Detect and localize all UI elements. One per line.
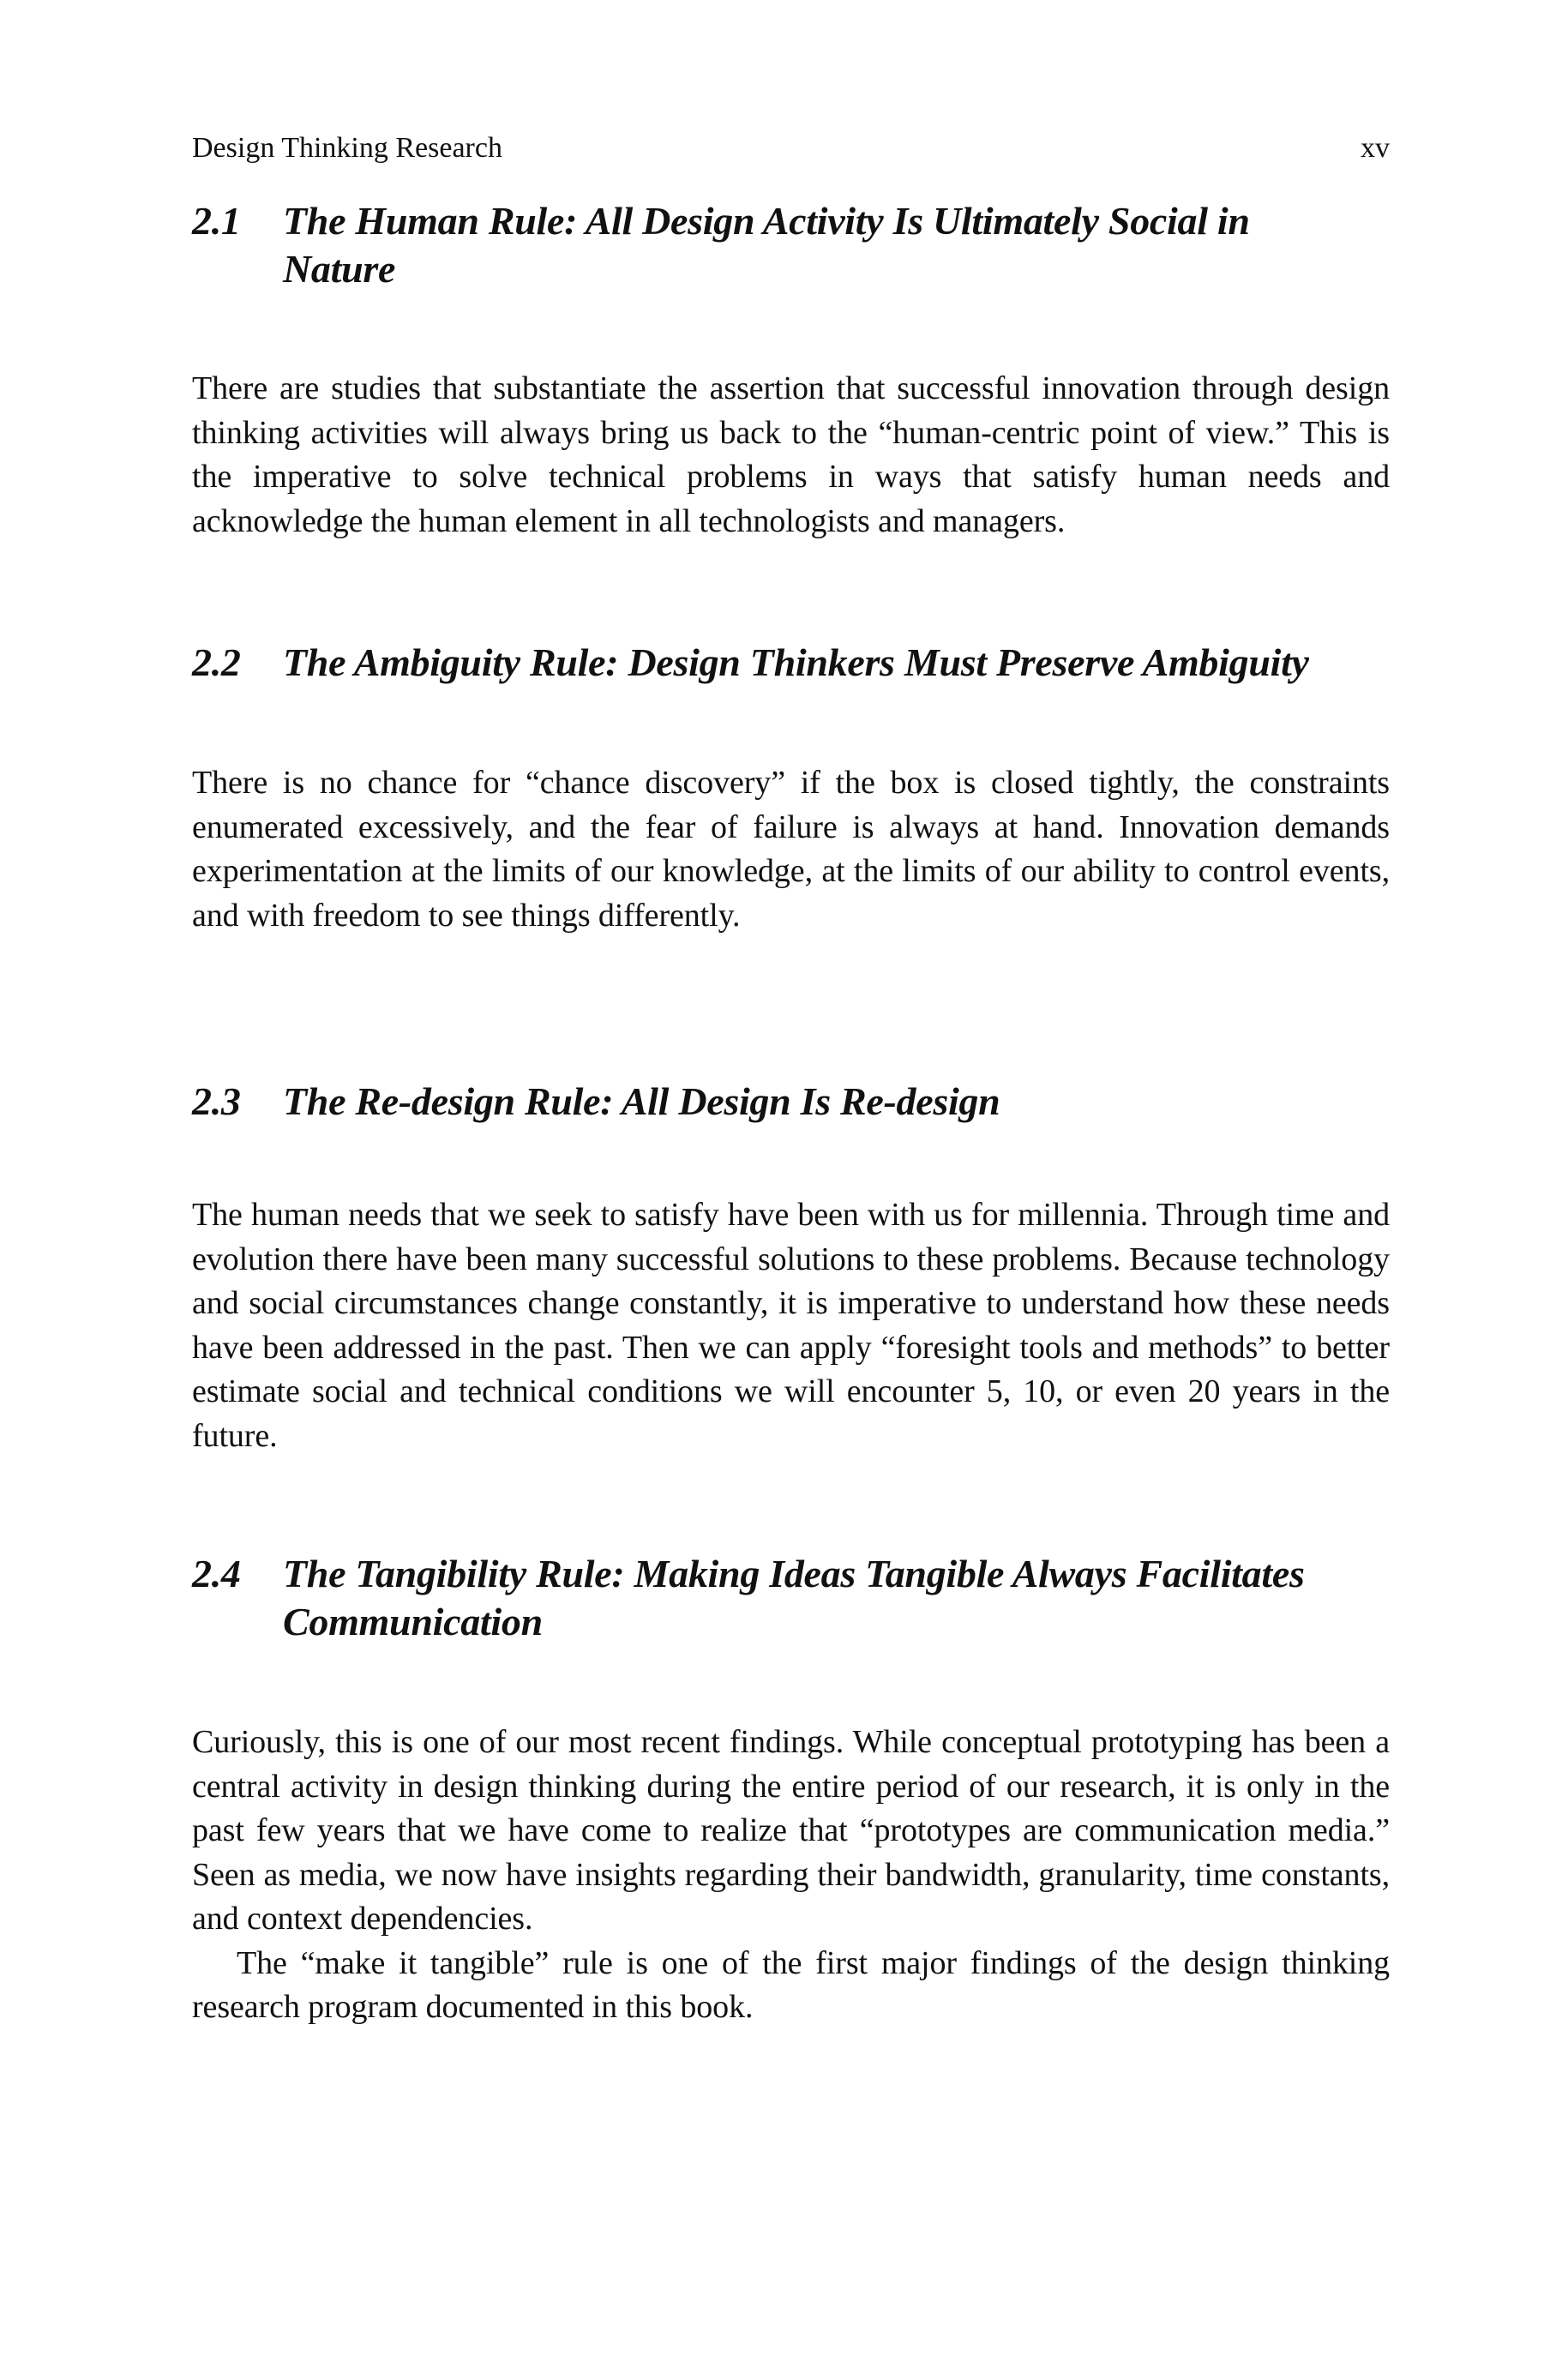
paragraph: There is no chance for “chance discovery” if the box is closed tightly, the constraints enumerated excessively, and the fear of failure is always at hand. Innovation demands experimentation at the limits of our knowledge, at the limits of our ability to control events, and with freedom to see things differently. xyxy=(192,765,1390,934)
section-number: 2.4 xyxy=(192,1552,241,1595)
section-body xyxy=(192,761,1390,938)
paragraph: Curiously, this is one of our most recent findings. While conceptual prototyping has been a central activity in design thinking during the entire period of our research, it is only in the past few years that we have come to realize that “prototypes are communication media.” Seen as media, we now have insights regarding their bandwidth, granularity, time constants, and context dependencies. xyxy=(192,1724,1390,1937)
section-heading xyxy=(192,1078,1390,1126)
section-body xyxy=(192,1721,1390,2030)
paragraph: The “make it tangible” rule is one of the first major findings of the design thinking research program documented in this book. xyxy=(192,1944,1390,2025)
section-2-4 xyxy=(192,1550,1390,2030)
section-number: 2.2 xyxy=(192,640,241,684)
page-number: xv xyxy=(1361,132,1390,164)
section-body xyxy=(192,367,1390,544)
running-head xyxy=(192,127,1390,170)
section-body xyxy=(192,1193,1390,1458)
section-2-1 xyxy=(192,197,1390,544)
paragraph: The human needs that we seek to satisfy have been with us for millennia. Through time and evolution there have been many successful solutions to these problems. Because technology and social circumstances change constantly, it is imperative to understand how these needs have been addressed in the past. Then we can apply “foresight tools and methods” to better estimate social and technical conditions we will encounter 5, 10, or even 20 years in the future. xyxy=(192,1197,1390,1454)
section-number: 2.3 xyxy=(192,1079,241,1123)
section-number: 2.1 xyxy=(192,199,241,243)
section-title: The Re-design Rule: All Design Is Re-design xyxy=(283,1079,1000,1123)
section-title: The Tangibility Rule: Making Ideas Tangible Always Facilitates Communication xyxy=(283,1552,1305,1643)
section-heading xyxy=(192,1550,1390,1646)
section-title: The Human Rule: All Design Activity Is Ultimately Social in Nature xyxy=(283,199,1250,291)
section-2-3 xyxy=(192,1078,1390,1458)
section-heading xyxy=(192,639,1390,687)
paragraph: There are studies that substantiate the assertion that successful innovation through design thinking activities will always bring us back to the “human-centric point of view.” This is the imperative to solve technical problems in ways that satisfy human needs and acknowledge the human element in all technologists and managers. xyxy=(192,370,1390,539)
section-heading xyxy=(192,197,1390,293)
section-2-2 xyxy=(192,639,1390,938)
section-title: The Ambiguity Rule: Design Thinkers Must Preserve Ambiguity xyxy=(283,640,1309,684)
running-head-title: Design Thinking Research xyxy=(192,132,502,164)
